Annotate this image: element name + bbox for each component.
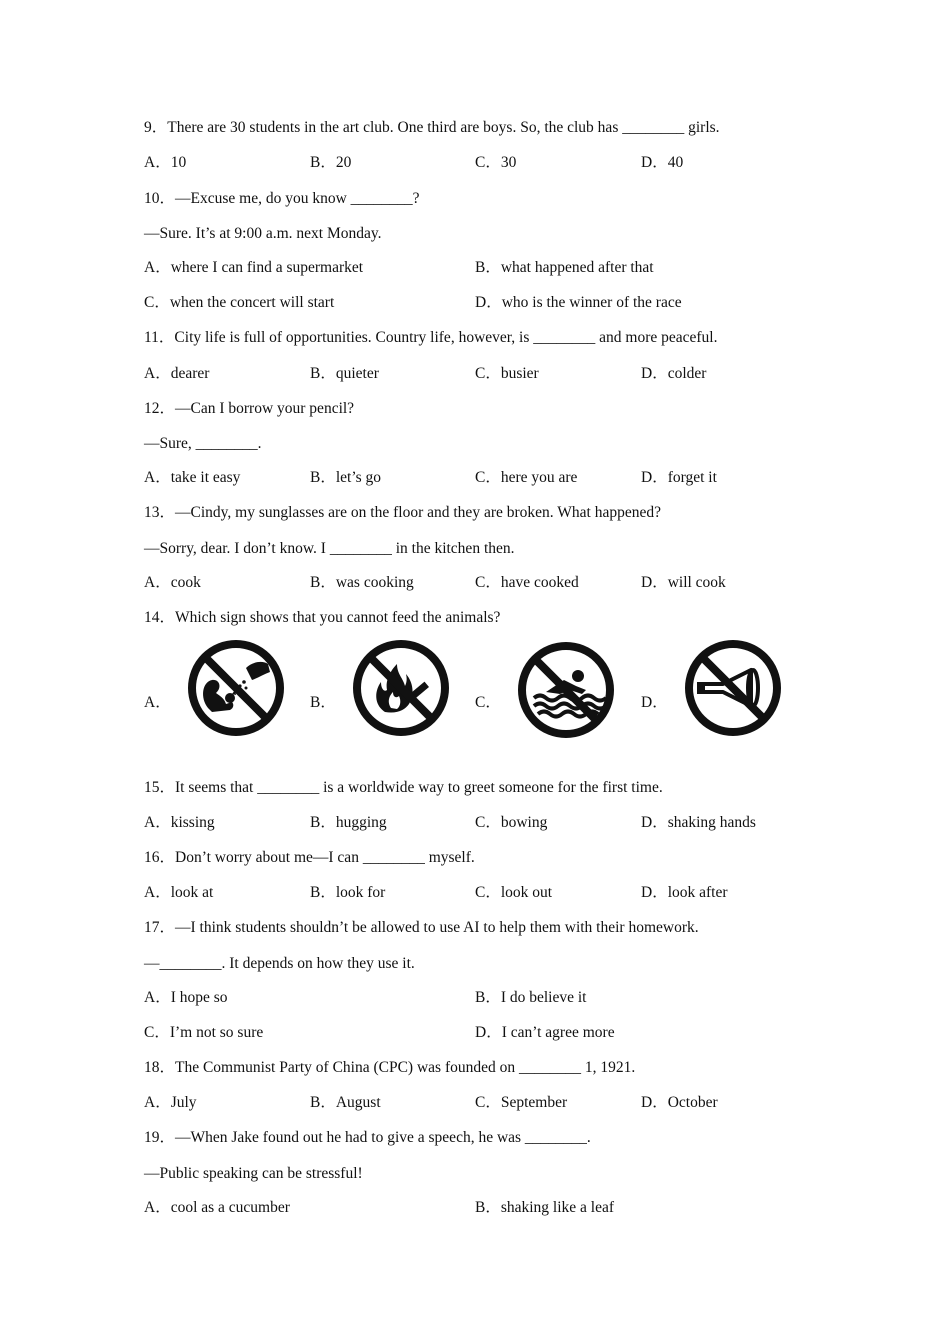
- q9-option-d[interactable]: D．40: [641, 154, 684, 171]
- q14-option-a[interactable]: A．: [144, 694, 171, 711]
- q16-option-d[interactable]: D．look after: [641, 884, 728, 901]
- q14-option-d[interactable]: D．: [641, 694, 668, 711]
- q12-option-d[interactable]: D．forget it: [641, 469, 717, 486]
- q14-option-c[interactable]: C．: [475, 694, 501, 711]
- q18-option-b[interactable]: B．August: [310, 1094, 381, 1111]
- q9-option-b[interactable]: B．20: [310, 154, 352, 171]
- q9-option-a[interactable]: A．10: [144, 154, 187, 171]
- q17-option-b[interactable]: B．I do believe it: [475, 989, 587, 1006]
- q12-option-a[interactable]: A．take it easy: [144, 469, 241, 486]
- q14-stem: 14．Which sign shows that you cannot feed the animals?: [144, 609, 501, 626]
- q10-option-d[interactable]: D．who is the winner of the race: [475, 294, 682, 311]
- q10-option-b[interactable]: B．what happened after that: [475, 259, 654, 276]
- q13-response: —Sorry, dear. I don’t know. I ________ in the kitchen then.: [144, 540, 515, 557]
- q18-option-d[interactable]: D．October: [641, 1094, 718, 1111]
- q11-option-d[interactable]: D．colder: [641, 365, 707, 382]
- q12-stem: 12．—Can I borrow your pencil?: [144, 400, 355, 417]
- q19-stem: 19．—When Jake found out he had to give a speech, he was ________.: [144, 1129, 591, 1146]
- q19-option-b[interactable]: B．shaking like a leaf: [475, 1199, 615, 1216]
- q11-option-a[interactable]: A．dearer: [144, 365, 210, 382]
- q13-option-d[interactable]: D．will cook: [641, 574, 726, 591]
- q11-stem: 11．City life is full of opportunities. Country life, however, is ________ and more peaceful.: [144, 329, 718, 346]
- q16-option-c[interactable]: C．look out: [475, 884, 553, 901]
- q10-stem: 10．—Excuse me, do you know ________?: [144, 190, 420, 207]
- q16-stem: 16．Don’t worry about me—I can ________ myself.: [144, 849, 475, 866]
- q11-option-c[interactable]: C．busier: [475, 365, 539, 382]
- q13-option-c[interactable]: C．have cooked: [475, 574, 579, 591]
- no-swimming-icon[interactable]: [516, 640, 616, 740]
- q10-response: —Sure. It’s at 9:00 a.m. next Monday.: [144, 225, 382, 242]
- q15-option-a[interactable]: A．kissing: [144, 814, 215, 831]
- q18-option-c[interactable]: C．September: [475, 1094, 568, 1111]
- q13-option-a[interactable]: A．cook: [144, 574, 201, 591]
- q16-option-b[interactable]: B．look for: [310, 884, 386, 901]
- q15-option-b[interactable]: B．hugging: [310, 814, 387, 831]
- q13-stem: 13．—Cindy, my sunglasses are on the floor and they are broken. What happened?: [144, 504, 661, 521]
- no-fire-icon[interactable]: [351, 638, 451, 738]
- no-feeding-animals-icon[interactable]: [186, 638, 286, 738]
- q11-option-b[interactable]: B．quieter: [310, 365, 379, 382]
- q10-option-c[interactable]: C．when the concert will start: [144, 294, 335, 311]
- q17-option-d[interactable]: D．I can’t agree more: [475, 1024, 615, 1041]
- q17-option-c[interactable]: C．I’m not so sure: [144, 1024, 264, 1041]
- q15-option-c[interactable]: C．bowing: [475, 814, 548, 831]
- q15-stem: 15．It seems that ________ is a worldwide way to greet someone for the first time.: [144, 779, 663, 796]
- no-horn-icon[interactable]: [683, 638, 783, 738]
- q17-stem: 17．—I think students shouldn’t be allowed to use AI to help them with their homework.: [144, 919, 699, 936]
- q10-option-a[interactable]: A．where I can find a supermarket: [144, 259, 364, 276]
- q19-option-a[interactable]: A．cool as a cucumber: [144, 1199, 290, 1216]
- q9-stem: 9．There are 30 students in the art club. One third are boys. So, the club has ________ girls.: [144, 119, 720, 136]
- q17-response: —________. It depends on how they use it.: [144, 955, 415, 972]
- q19-response: —Public speaking can be stressful!: [144, 1165, 363, 1182]
- q12-option-c[interactable]: C．here you are: [475, 469, 578, 486]
- q9-option-c[interactable]: C．30: [475, 154, 517, 171]
- q12-option-b[interactable]: B．let’s go: [310, 469, 382, 486]
- q14-option-b[interactable]: B．: [310, 694, 336, 711]
- q16-option-a[interactable]: A．look at: [144, 884, 214, 901]
- q15-option-d[interactable]: D．shaking hands: [641, 814, 756, 831]
- q13-option-b[interactable]: B．was cooking: [310, 574, 414, 591]
- q17-option-a[interactable]: A．I hope so: [144, 989, 228, 1006]
- q12-response: —Sure, ________.: [144, 435, 262, 452]
- q18-option-a[interactable]: A．July: [144, 1094, 197, 1111]
- q18-stem: 18．The Communist Party of China (CPC) was founded on ________ 1, 1921.: [144, 1059, 636, 1076]
